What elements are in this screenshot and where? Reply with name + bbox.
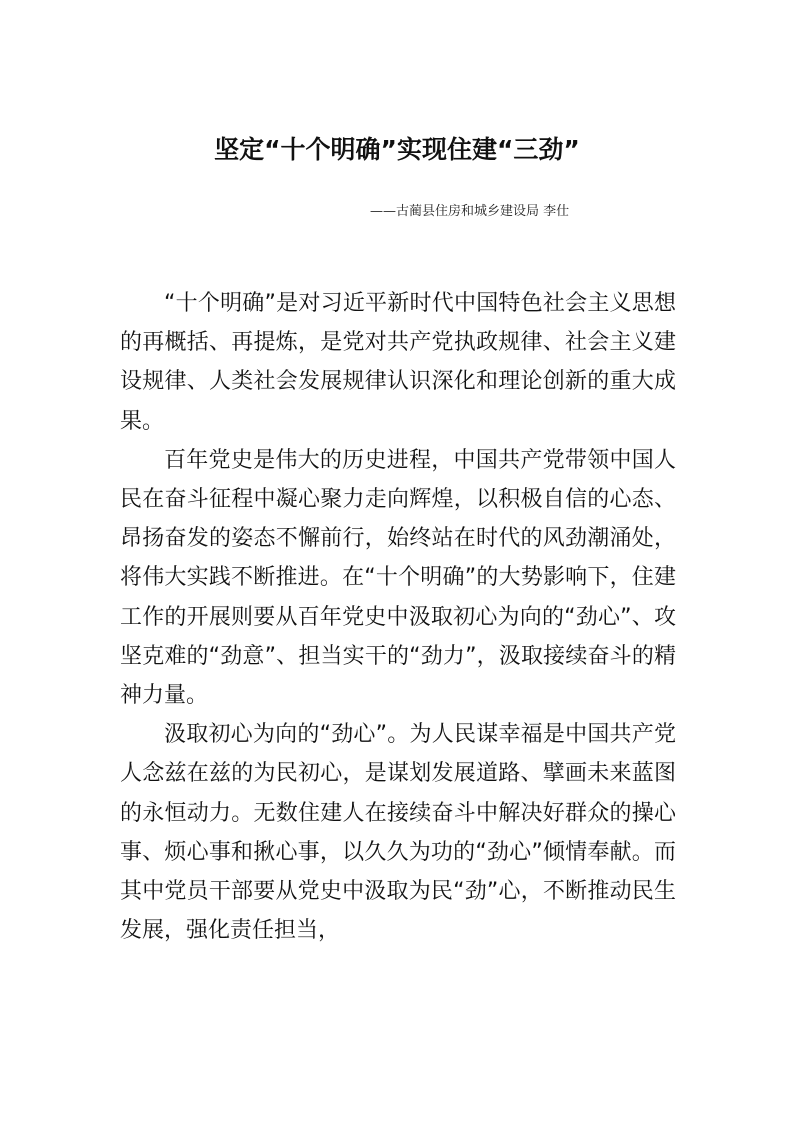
paragraph-1: “十个明确”是对习近平新时代中国特色社会主义思想的再概括、再提炼，是党对共产党执政规律、社会主义建设规律、人类社会发展规律认识深化和理论创新的重大成果。 <box>120 291 676 434</box>
paragraph-3: 汲取初心为向的“劲心”。为人民谋幸福是中国共产党人念兹在兹的为民初心，是谋划发展道路、擘画未来蓝图的永恒动力。无数住建人在接续奋斗中解决好群众的操心事、烦心事和揪心事，以久久为功的“劲心”倾情奉献。而其中党员干部要从党史中汲取为民“劲”心，不断推动民生发展，强化责任担当， <box>120 722 676 944</box>
paragraph-2: 百年党史是伟大的历史进程，中国共产党带领中国人民在奋斗征程中凝心聚力走向辉煌，以积极自信的心态、昂扬奋发的姿态不懈前行，始终站在时代的风劲潮涌处，将伟大实践不断推进。在“十个明确”的大势影响下，住建工作的开展则要从百年党史中汲取初心为向的“劲心”、攻坚克难的“劲意”、担当实干的“劲力”，汲取接续奋斗的精神力量。 <box>120 447 676 709</box>
author-byline: ——古蔺县住房和城乡建设局 李仕 <box>370 204 570 219</box>
document-body <box>120 284 676 950</box>
document-title: 坚定“十个明确”实现住建“三劲” <box>214 135 580 164</box>
